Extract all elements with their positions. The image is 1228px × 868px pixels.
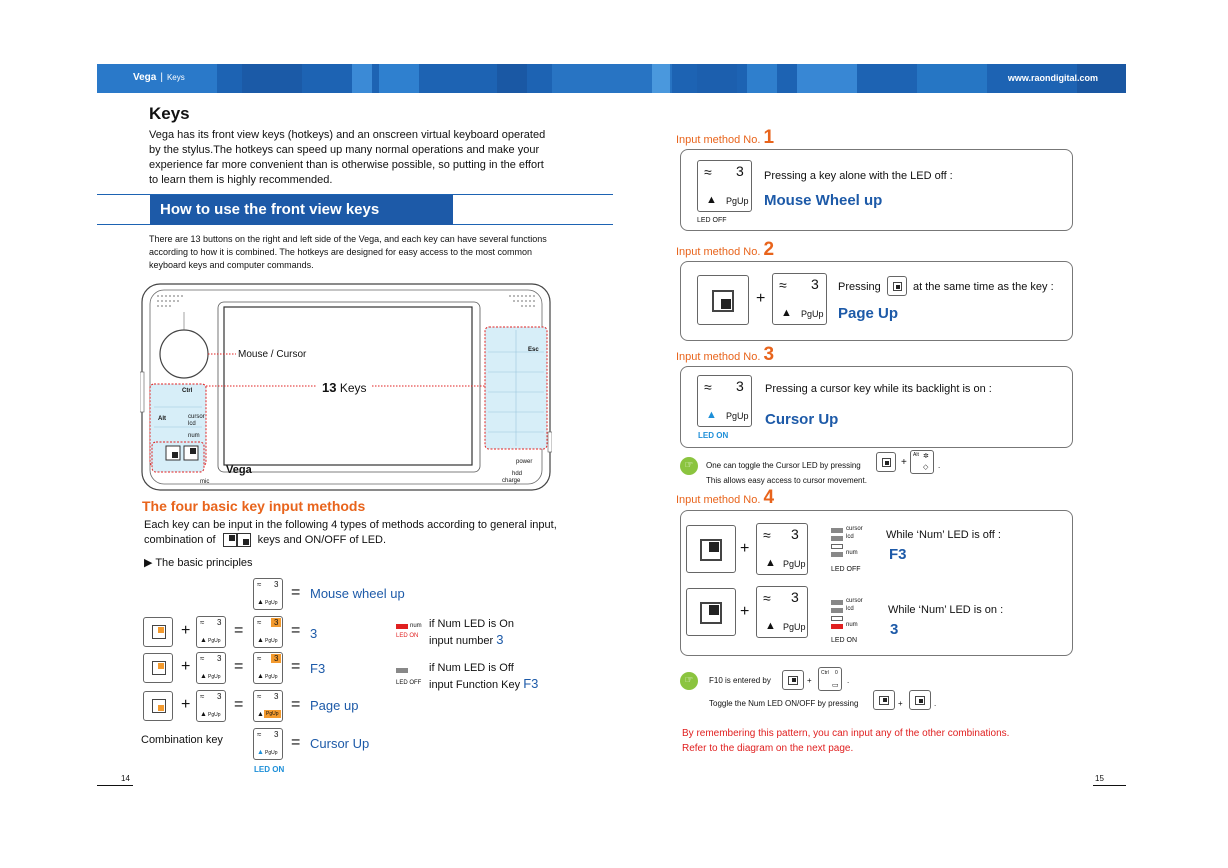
mic-label: mic bbox=[200, 479, 210, 485]
input-method-4-title: Input method No. 4 bbox=[676, 487, 775, 508]
power-label: power bbox=[516, 459, 533, 465]
result-mouse-wheel-up: Mouse wheel up bbox=[310, 586, 405, 601]
combo-key-icon bbox=[697, 275, 749, 325]
section-title: How to use the front view keys bbox=[150, 195, 453, 225]
four-methods-title: The four basic key input methods bbox=[142, 498, 366, 514]
ctrl-key-icon: Ctrl 0 ▭ bbox=[818, 667, 842, 691]
combo-key-icon-small bbox=[876, 452, 896, 472]
key-3-pgup-led: ≈ 3 ▲ PgUp bbox=[697, 375, 752, 427]
combo-key-icon bbox=[686, 588, 736, 636]
mouse-cursor-label: Mouse / Cursor bbox=[238, 349, 307, 360]
section-paragraph: There are 13 buttons on the right and left side of the Vega, and each key can have several functions according to how it is combined. The hotkeys are designed for easy access to the most common keyboard keys and computer commands. bbox=[149, 234, 547, 270]
key-3-pgup: ≈ 3 ▲ PgUp bbox=[756, 523, 808, 575]
input-method-2-title: Input method No. 2 bbox=[676, 239, 775, 260]
num-led-gray-icon bbox=[396, 668, 408, 673]
hand-pointer-icon: ☞ bbox=[680, 457, 698, 475]
key-3-pgup: ≈ 3 ▲ PgUp bbox=[196, 690, 226, 722]
charge-label: charge bbox=[502, 478, 521, 484]
result-page-up: Page Up bbox=[838, 305, 899, 322]
led-on-label: LED ON bbox=[254, 765, 285, 774]
hdd-label: hdd bbox=[512, 471, 523, 477]
combination-key-label: Combination key bbox=[141, 734, 223, 746]
key-3-pgup: ≈ 3 ▲ PgUp bbox=[772, 273, 827, 325]
combo-key-icon-small bbox=[873, 690, 895, 710]
key-3-pgup: ≈ 3 ▲ PgUp bbox=[196, 616, 226, 648]
device-brand: Vega bbox=[226, 464, 252, 476]
result-cursor-up: Cursor Up bbox=[310, 736, 370, 751]
led-cursor-label: cursor bbox=[188, 414, 205, 420]
esc-key-label: Esc bbox=[528, 347, 539, 353]
key-3-pgup-led: ≈ 3 ▲ PgUp bbox=[253, 728, 283, 760]
result-3: 3 bbox=[310, 626, 318, 641]
basic-principles: ▶ The basic principles bbox=[144, 557, 253, 569]
header-url: www.raondigital.com bbox=[1007, 73, 1098, 83]
four-methods-text: Each key can be input in the following 4 types of methods according to general input, combination of keys and ON/OFF of LED. bbox=[144, 519, 557, 546]
intro-paragraph: Vega has its front view keys (hotkeys) and an onscreen virtual keyboard operated by the stylus.The hotkeys can speed up many normal operations and make your experience far more convenient than is otherwise possible, so putting in the effort to learn them is highly recommended. bbox=[149, 129, 546, 186]
result-3: 3 bbox=[890, 621, 899, 638]
key-3-pgup-highlight: ≈ 3 ▲ PgUp bbox=[253, 652, 283, 684]
key-3-pgup: ≈ 3 ▲ PgUp bbox=[196, 652, 226, 684]
num-off-note: if Num LED is Off input Function Key F3 bbox=[429, 662, 539, 691]
result-mouse-wheel-up: Mouse Wheel up bbox=[764, 192, 883, 209]
input-method-1-title: Input method No. 1 bbox=[676, 127, 775, 148]
key-3-pgup: ≈ 3 ▲ PgUp bbox=[756, 586, 808, 638]
ctrl-key-label: Ctrl bbox=[182, 388, 193, 394]
key-3-pgup: ≈ 3 ▲ PgUp bbox=[697, 160, 752, 212]
alt-key-icon: Alt ✲ ◇ bbox=[910, 450, 934, 474]
footnote: By remembering this pattern, you can input any of the other combinations. Refer to the diagram on the next page. bbox=[682, 728, 1010, 754]
led-lcd-label: lcd bbox=[188, 421, 196, 427]
result-cursor-up: Cursor Up bbox=[765, 411, 839, 428]
result-f3: F3 bbox=[310, 661, 326, 676]
input-method-4-panel bbox=[680, 510, 1073, 656]
key-3-pgup-highlight: ≈ 3 ▲ PgUp bbox=[253, 616, 283, 648]
num-led-red-icon bbox=[396, 624, 408, 629]
combo-key-icon bbox=[143, 653, 173, 683]
hand-pointer-icon: ☞ bbox=[680, 672, 698, 690]
led-num-label: num bbox=[188, 433, 200, 439]
num-on-note: if Num LED is On input number 3 bbox=[429, 618, 514, 647]
combo-key-icon bbox=[686, 525, 736, 573]
combo-key-icon-small bbox=[782, 670, 804, 690]
combo-key-icon bbox=[143, 691, 173, 721]
page-title: Keys bbox=[149, 104, 190, 123]
input-method-3-title: Input method No. 3 bbox=[676, 344, 775, 365]
alt-key-label: Alt bbox=[158, 416, 166, 422]
page-number-left: 14 bbox=[121, 774, 130, 783]
key-3-pgup: ≈ 3 ▲ PgUp bbox=[253, 578, 283, 610]
combo-key-icon bbox=[143, 617, 173, 647]
page-number-right: 15 bbox=[1095, 774, 1104, 783]
key-3-pgup-highlight: ≈ 3 ▲ PgUp bbox=[253, 690, 283, 722]
combo-key-icon-small bbox=[887, 276, 907, 296]
combo-key-icon-small bbox=[909, 690, 931, 710]
result-page-up: Page up bbox=[310, 698, 359, 713]
page-header bbox=[97, 64, 1126, 93]
keys-count-label: 13 Keys bbox=[322, 380, 367, 395]
result-f3: F3 bbox=[889, 546, 907, 563]
header-title: Vega | Keys bbox=[133, 72, 185, 83]
